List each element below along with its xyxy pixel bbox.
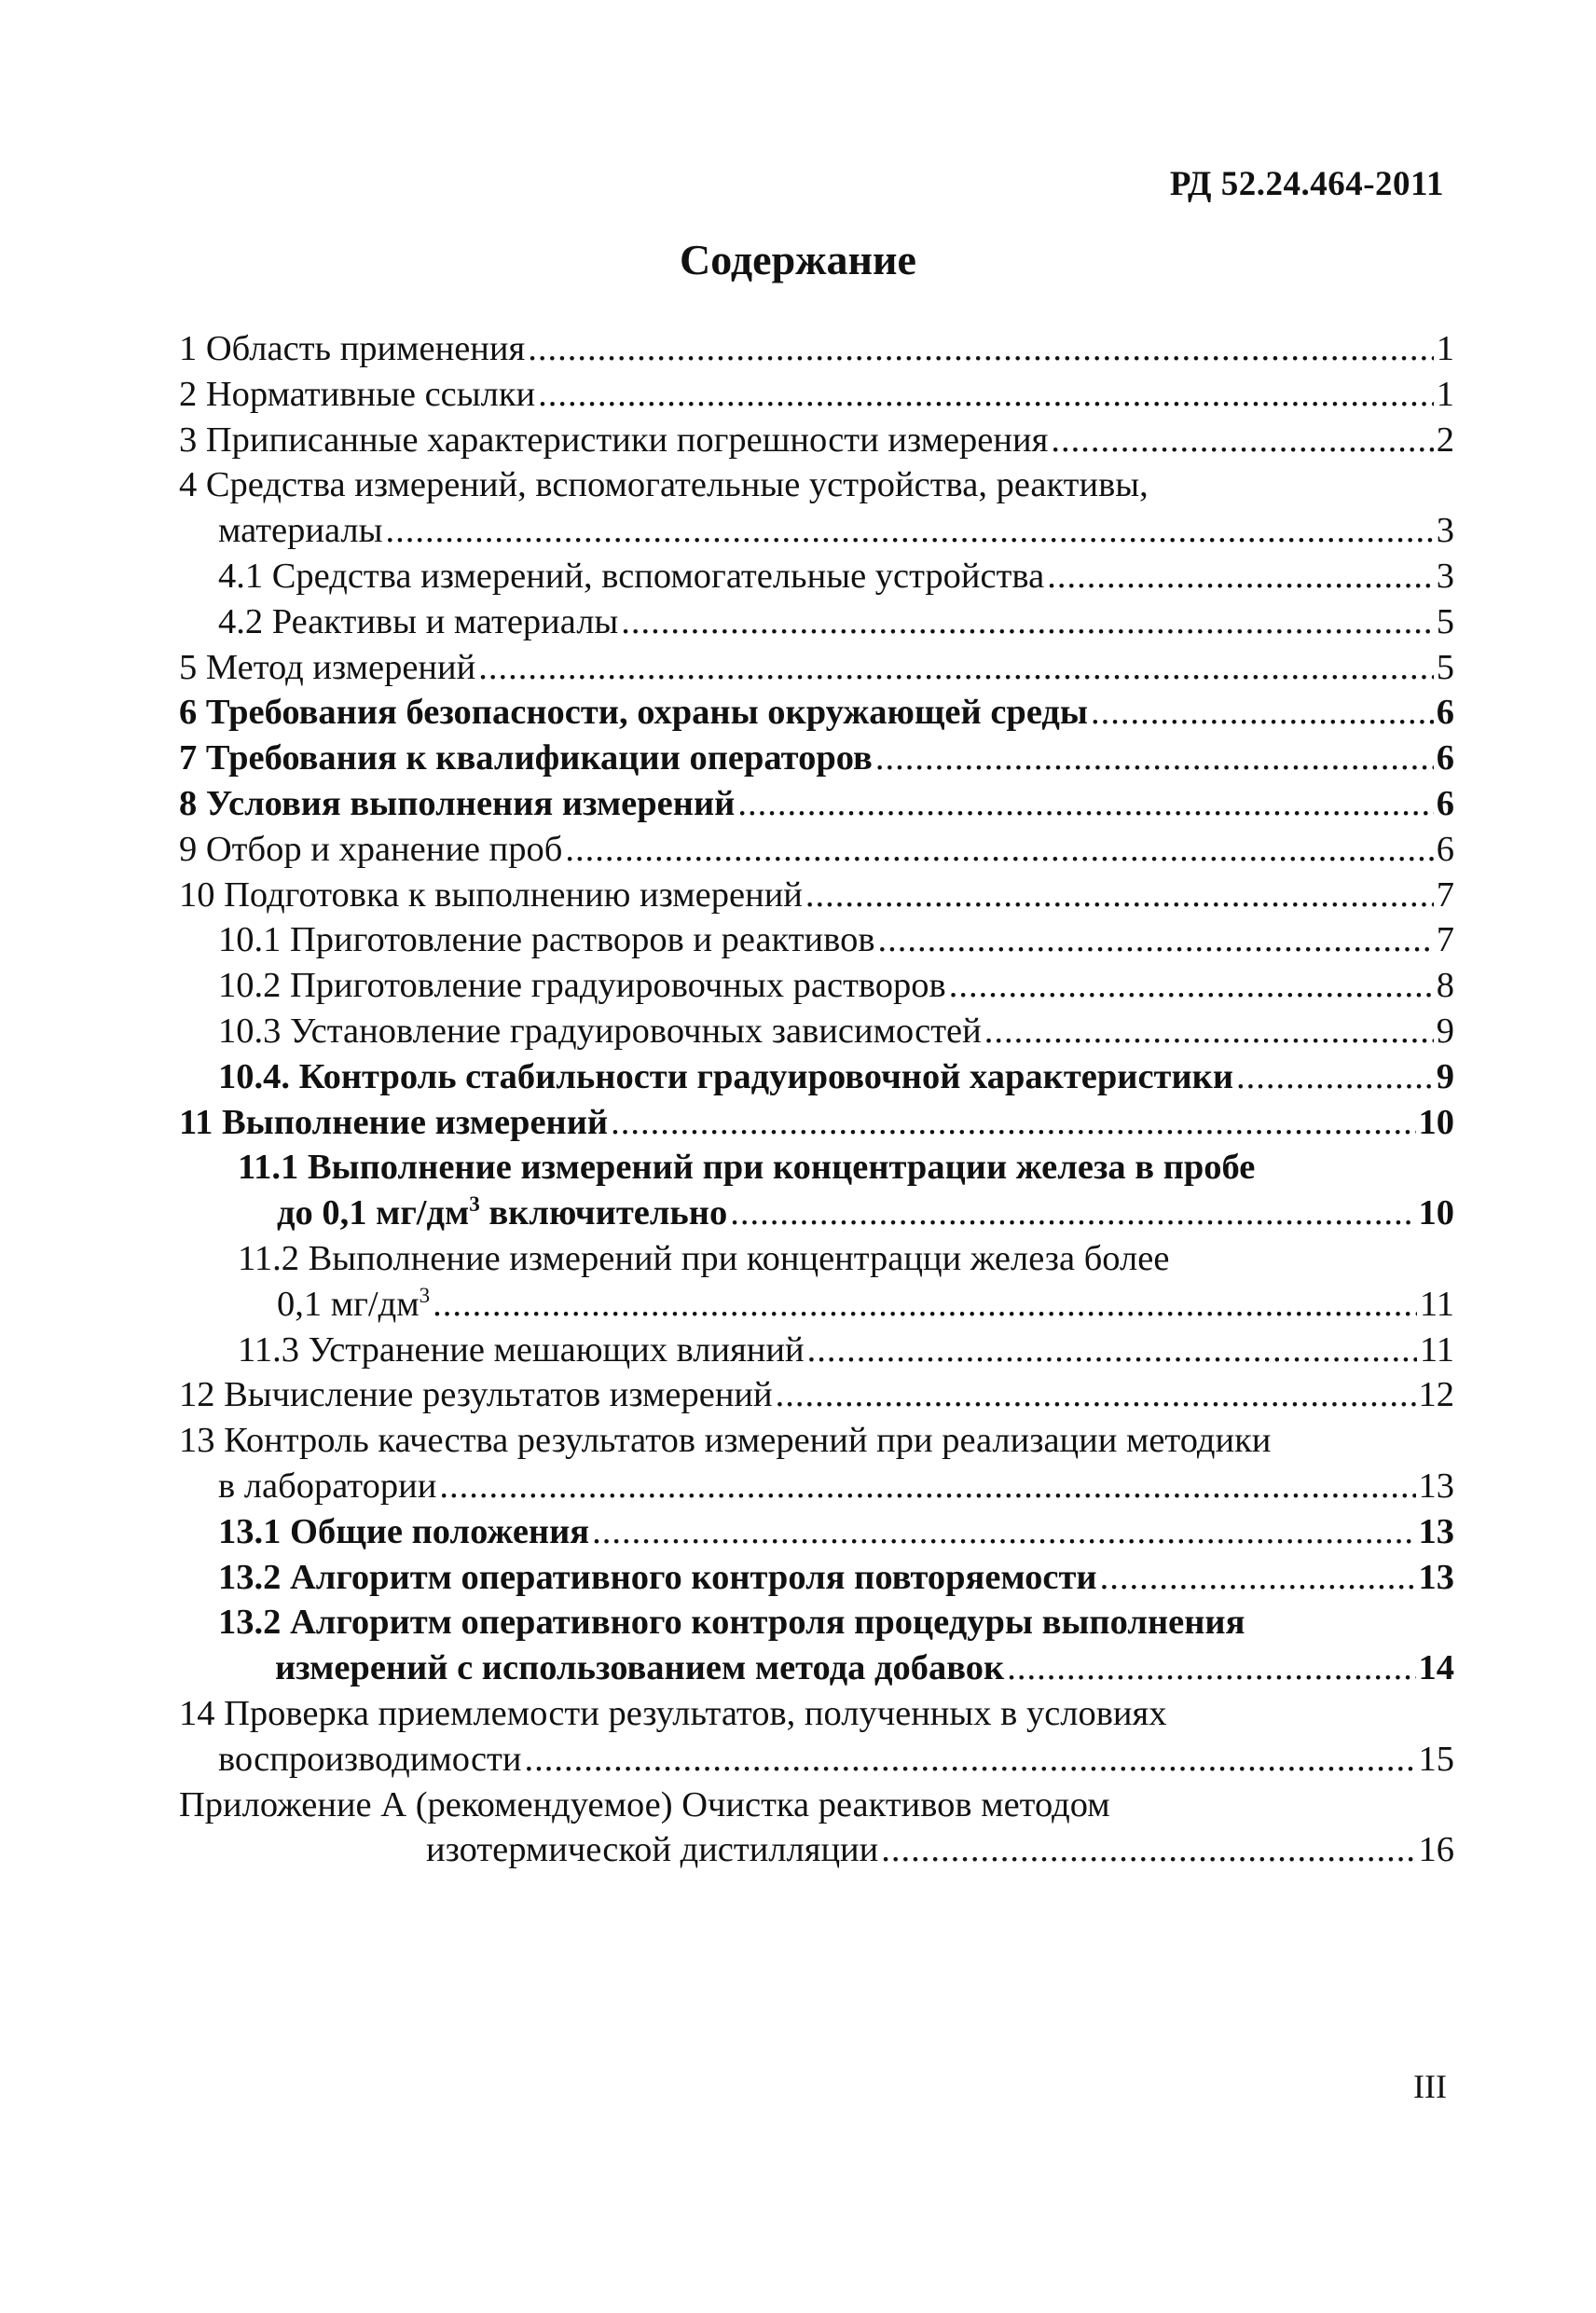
toc-entry-title: 10 Подготовка к выполнению измерений [179, 874, 803, 915]
toc-entry[interactable] [179, 1600, 1454, 1691]
toc-entry-page: 12 [1418, 1375, 1454, 1415]
leader-dots [478, 645, 1434, 691]
toc-entry[interactable] [179, 372, 1454, 418]
leader-dots [528, 326, 1434, 372]
toc-entry-title: 10.1 Приготовление растворов и реактивов [218, 920, 875, 960]
leader-dots [1091, 690, 1434, 736]
toc-entry[interactable] [179, 781, 1454, 827]
toc-entry-page: 15 [1418, 1739, 1454, 1779]
leader-dots [385, 508, 1433, 554]
toc-entry-page: 11 [1419, 1284, 1454, 1324]
leader-dots [621, 599, 1433, 645]
toc-entry-title: 5 Метод измерений [179, 647, 476, 687]
toc-entry-title: 6 Требования безопасности, охраны окружающей среды [179, 693, 1088, 733]
toc-entry-title: 8 Условия выполнения измерений [179, 783, 736, 823]
leader-dots [1007, 1645, 1415, 1691]
toc-entry-title: 10.3 Установление градуировочных зависимостей [218, 1011, 982, 1051]
leader-dots [805, 873, 1434, 918]
leader-dots [1051, 418, 1433, 463]
toc-entry[interactable] [179, 1555, 1454, 1601]
toc-entry-page: 5 [1436, 647, 1454, 687]
toc-entry-title-continued: воспроизводимости [218, 1739, 522, 1779]
leader-dots [737, 781, 1433, 827]
leader-dots [878, 917, 1434, 963]
toc-entry-page: 9 [1436, 1011, 1454, 1051]
toc-entry-title: 11.3 Устранение мешающих влияний [238, 1329, 805, 1370]
superscript: 3 [469, 1191, 480, 1217]
toc-entry-title-continued: 0,1 $мг/дм^3$ [277, 1282, 431, 1324]
toc-entry[interactable] [179, 1328, 1454, 1373]
toc-entry-title: 9 Отбор и хранение проб [179, 829, 563, 869]
toc-entry-title: 11.2 Выполнение измерений при концентрацци железа более [238, 1238, 1170, 1278]
toc-entry-page: 5 [1436, 601, 1454, 641]
toc-entry-title: 7 Требования к квалификации операторов [179, 738, 873, 778]
toc-entry-page: 16 [1418, 1830, 1454, 1870]
toc-entry[interactable] [179, 1691, 1454, 1783]
toc-entry-title-continued: в лаборатории [218, 1466, 437, 1506]
toc-entry-title: 2 Нормативные ссылки [179, 374, 536, 414]
leader-dots [807, 1328, 1417, 1373]
toc-entry-page: 3 [1436, 556, 1454, 596]
toc-entry[interactable] [179, 1100, 1454, 1146]
toc-entry-page: 6 [1436, 783, 1454, 823]
toc-entry-title: 10.4. Контроль стабильности градуировочной характеристики [218, 1056, 1233, 1096]
toc-entry-page: 13 [1418, 1557, 1454, 1597]
toc-entry-title: 11 Выполнение измерений [179, 1102, 609, 1142]
toc-entry[interactable] [179, 418, 1454, 463]
toc-entry-title-continued: измерений с использованием метода добавок [275, 1648, 1005, 1688]
leader-dots [1047, 554, 1434, 599]
page-title: Содержание [680, 236, 916, 283]
toc-entry[interactable] [179, 917, 1454, 963]
leader-dots [881, 1827, 1415, 1873]
toc-entry-page: 9 [1436, 1056, 1454, 1096]
leader-dots [433, 1282, 1417, 1328]
toc-entry[interactable] [179, 1009, 1454, 1054]
leader-dots [730, 1191, 1415, 1236]
leader-dots [538, 372, 1434, 418]
leader-dots [984, 1009, 1434, 1054]
toc-entry-page: 6 [1436, 693, 1454, 733]
toc-entry-page: 11 [1419, 1329, 1454, 1370]
toc-entry-page: 7 [1436, 920, 1454, 960]
toc-entry[interactable] [179, 554, 1454, 599]
toc-entry-page: 10 [1418, 1193, 1454, 1233]
toc-entry-title: 13.2 Алгоритм оперативного контроля процедуры выполнения [218, 1603, 1245, 1643]
leader-dots [949, 963, 1434, 1009]
toc-entry[interactable] [179, 873, 1454, 918]
leader-dots [592, 1509, 1415, 1555]
toc-entry[interactable] [179, 462, 1454, 554]
toc-entry-page: 1 [1436, 329, 1454, 368]
toc-entry[interactable] [179, 1145, 1454, 1236]
toc-entry[interactable] [179, 1509, 1454, 1555]
toc-entry[interactable] [179, 1783, 1454, 1874]
toc-entry[interactable] [179, 963, 1454, 1009]
toc-entry-page: 1 [1436, 374, 1454, 414]
toc-entry-title: 14 Проверка приемлемости результатов, полученных в условиях [179, 1693, 1167, 1733]
toc-entry[interactable] [179, 1418, 1454, 1509]
superscript: 3 [419, 1282, 431, 1307]
toc-entry-title: 4 Средства измерений, вспомогательные устройства, реактивы, [179, 465, 1149, 505]
toc-entry[interactable] [179, 599, 1454, 645]
toc-entry-title-continued: до 0,1 $мг/дм^3$ включительно [277, 1191, 728, 1233]
toc-entry[interactable] [179, 326, 1454, 372]
leader-dots [875, 736, 1434, 781]
toc-entry-page: 13 [1418, 1466, 1454, 1506]
toc-entry-title: 13 Контроль качества результатов измерений при реализации методики [179, 1421, 1272, 1461]
toc-entry-title: 11.1 Выполнение измерений при концентрации железа в пробе [238, 1148, 1256, 1188]
toc-entry-page: 14 [1418, 1648, 1454, 1688]
toc-entry[interactable] [179, 827, 1454, 873]
toc-entry-title: 4.1 Средства измерений, вспомогательные устройства [218, 556, 1045, 596]
toc-entry-page: 13 [1418, 1511, 1454, 1551]
leader-dots [611, 1100, 1415, 1146]
toc-entry-title: 10.2 Приготовление градуировочных растворов [218, 966, 946, 1006]
toc-entry-title: 13.1 Общие положения [218, 1511, 590, 1551]
toc-entry[interactable] [179, 1372, 1454, 1418]
leader-dots [524, 1737, 1415, 1783]
toc-entry-page: 7 [1436, 874, 1454, 915]
toc-entry-page: 2 [1436, 420, 1454, 460]
toc-entry-page: 8 [1436, 966, 1454, 1006]
leader-dots [1236, 1054, 1434, 1100]
toc-entry[interactable] [179, 736, 1454, 781]
toc-entry-title: 12 Вычисление результатов измерений [179, 1375, 773, 1415]
toc-entry-page: 3 [1436, 511, 1454, 551]
leader-dots [776, 1372, 1416, 1418]
toc-entry-title: 3 Приписанные характеристики погрешности измерения [179, 420, 1049, 460]
toc-entry-title: 13.2 Алгоритм оперативного контроля повторяемости [218, 1557, 1097, 1597]
toc-entry[interactable] [179, 690, 1454, 736]
toc-entry-title: 4.2 Реактивы и материалы [218, 601, 619, 641]
toc-entry-title: Приложение А (рекомендуемое) Очистка реактивов методом [179, 1784, 1110, 1824]
toc-entry[interactable] [179, 1054, 1454, 1100]
document-code: РД 52.24.464-2011 [1169, 165, 1444, 203]
toc-entry-title-continued: изотермической дистилляции [426, 1830, 879, 1870]
leader-dots [439, 1464, 1415, 1509]
toc-entry-page: 6 [1436, 829, 1454, 869]
toc-entry-page: 10 [1418, 1102, 1454, 1142]
toc-entry[interactable] [179, 645, 1454, 691]
toc-entry-title-continued: материалы [218, 511, 383, 551]
toc-entry-page: 6 [1436, 738, 1454, 778]
leader-dots [565, 827, 1433, 873]
table-of-contents [179, 326, 1454, 1873]
page-number: III [1413, 2068, 1447, 2105]
toc-entry[interactable] [179, 1236, 1454, 1328]
toc-entry-title: 1 Область применения [179, 329, 526, 368]
leader-dots [1100, 1555, 1416, 1601]
